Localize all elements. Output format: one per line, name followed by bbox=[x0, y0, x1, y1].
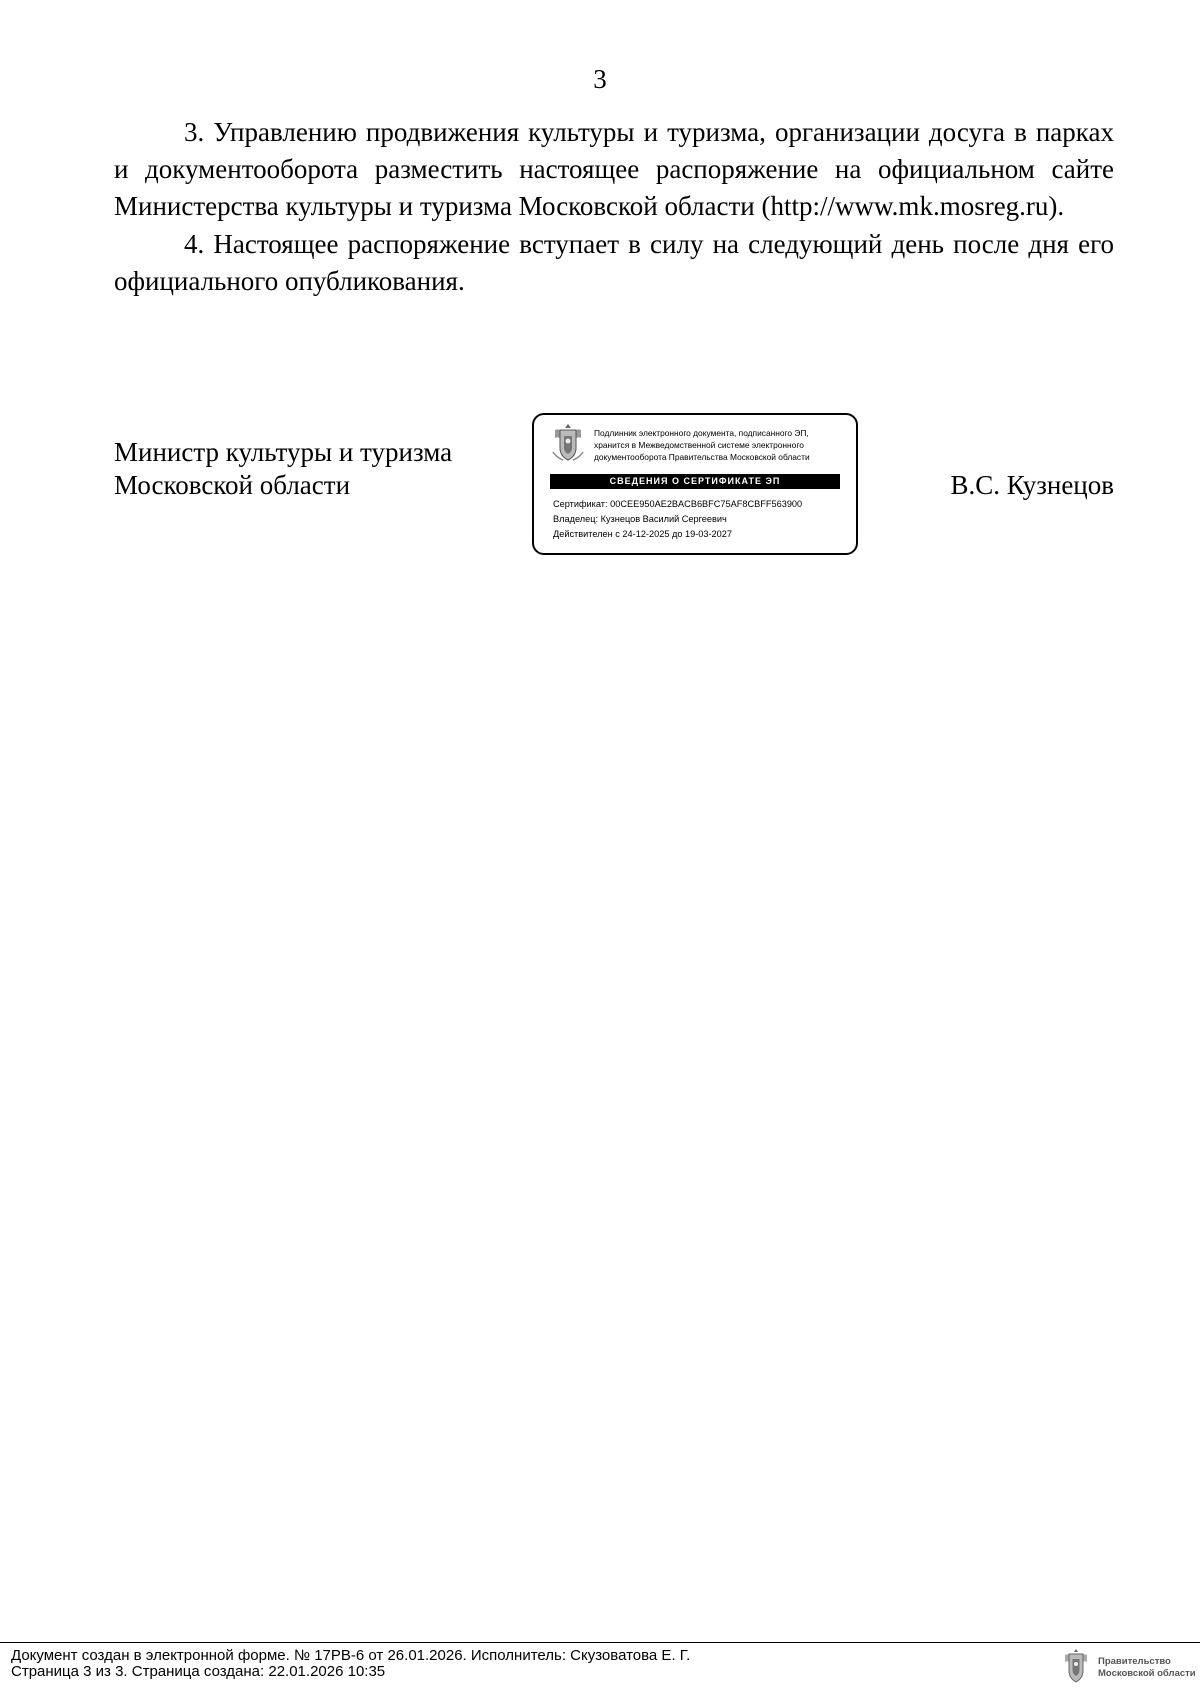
stamp-header-line1: Подлинник электронного документа, подписанного ЭП, bbox=[594, 428, 809, 438]
certificate-owner: Владелец: Кузнецов Василий Сергеевич bbox=[553, 514, 727, 524]
government-logo-text bbox=[1098, 1656, 1196, 1680]
stamp-header-line3: документооборота Правительства Московской области bbox=[594, 452, 810, 462]
certificate-validity: Действителен с 24-12-2025 до 19-03-2027 bbox=[553, 529, 732, 539]
footer-line2: Страница 3 из 3. Страница создана: 22.01.2026 10:35 bbox=[11, 1663, 386, 1680]
logo-line2: Московской области bbox=[1098, 1668, 1196, 1679]
certificate-number: Сертификат: 00CEE950AE2BACB6BFC75AF8CBFF563900 bbox=[553, 499, 803, 509]
paragraph-4: 4. Настоящее распоряжение вступает в силу на следующий день после дня его официального опубликования. bbox=[114, 229, 1114, 296]
footer-divider bbox=[0, 1642, 1200, 1643]
certificate-info-bar: СВЕДЕНИЯ О СЕРТИФИКАТЕ ЭП bbox=[550, 474, 840, 489]
electronic-signature-stamp bbox=[532, 413, 858, 555]
paragraph-3: 3. Управлению продвижения культуры и туризма, организации досуга в парках и документооборота разместить настоящее распоряжение на официальном сайте Министерства культуры и туризма Московской области (http://www.mk.mosreg.ru). bbox=[114, 117, 1114, 221]
signatory-title bbox=[114, 436, 452, 502]
coat-of-arms-icon bbox=[1062, 1648, 1090, 1686]
certificate-details bbox=[553, 497, 802, 542]
signatory-name: В.С. Кузнецов bbox=[950, 470, 1114, 500]
signatory-title-line1: Министр культуры и туризма bbox=[114, 437, 453, 467]
footer-text bbox=[11, 1648, 690, 1680]
stamp-header-line2: хранится в Межведомственной системе электронного bbox=[594, 440, 804, 450]
footer-line1: Документ создан в электронной форме. № 17РВ-6 от 26.01.2026. Исполнитель: Скузоватова Е. Г. bbox=[11, 1647, 691, 1664]
signatory-title-line2: Московской области bbox=[114, 470, 351, 500]
document-body bbox=[114, 114, 1114, 301]
page-number: 3 bbox=[593, 64, 607, 94]
government-logo bbox=[1062, 1646, 1196, 1690]
logo-line1: Правительство bbox=[1098, 1656, 1171, 1667]
stamp-header bbox=[594, 427, 852, 463]
coat-of-arms-icon bbox=[549, 422, 587, 464]
